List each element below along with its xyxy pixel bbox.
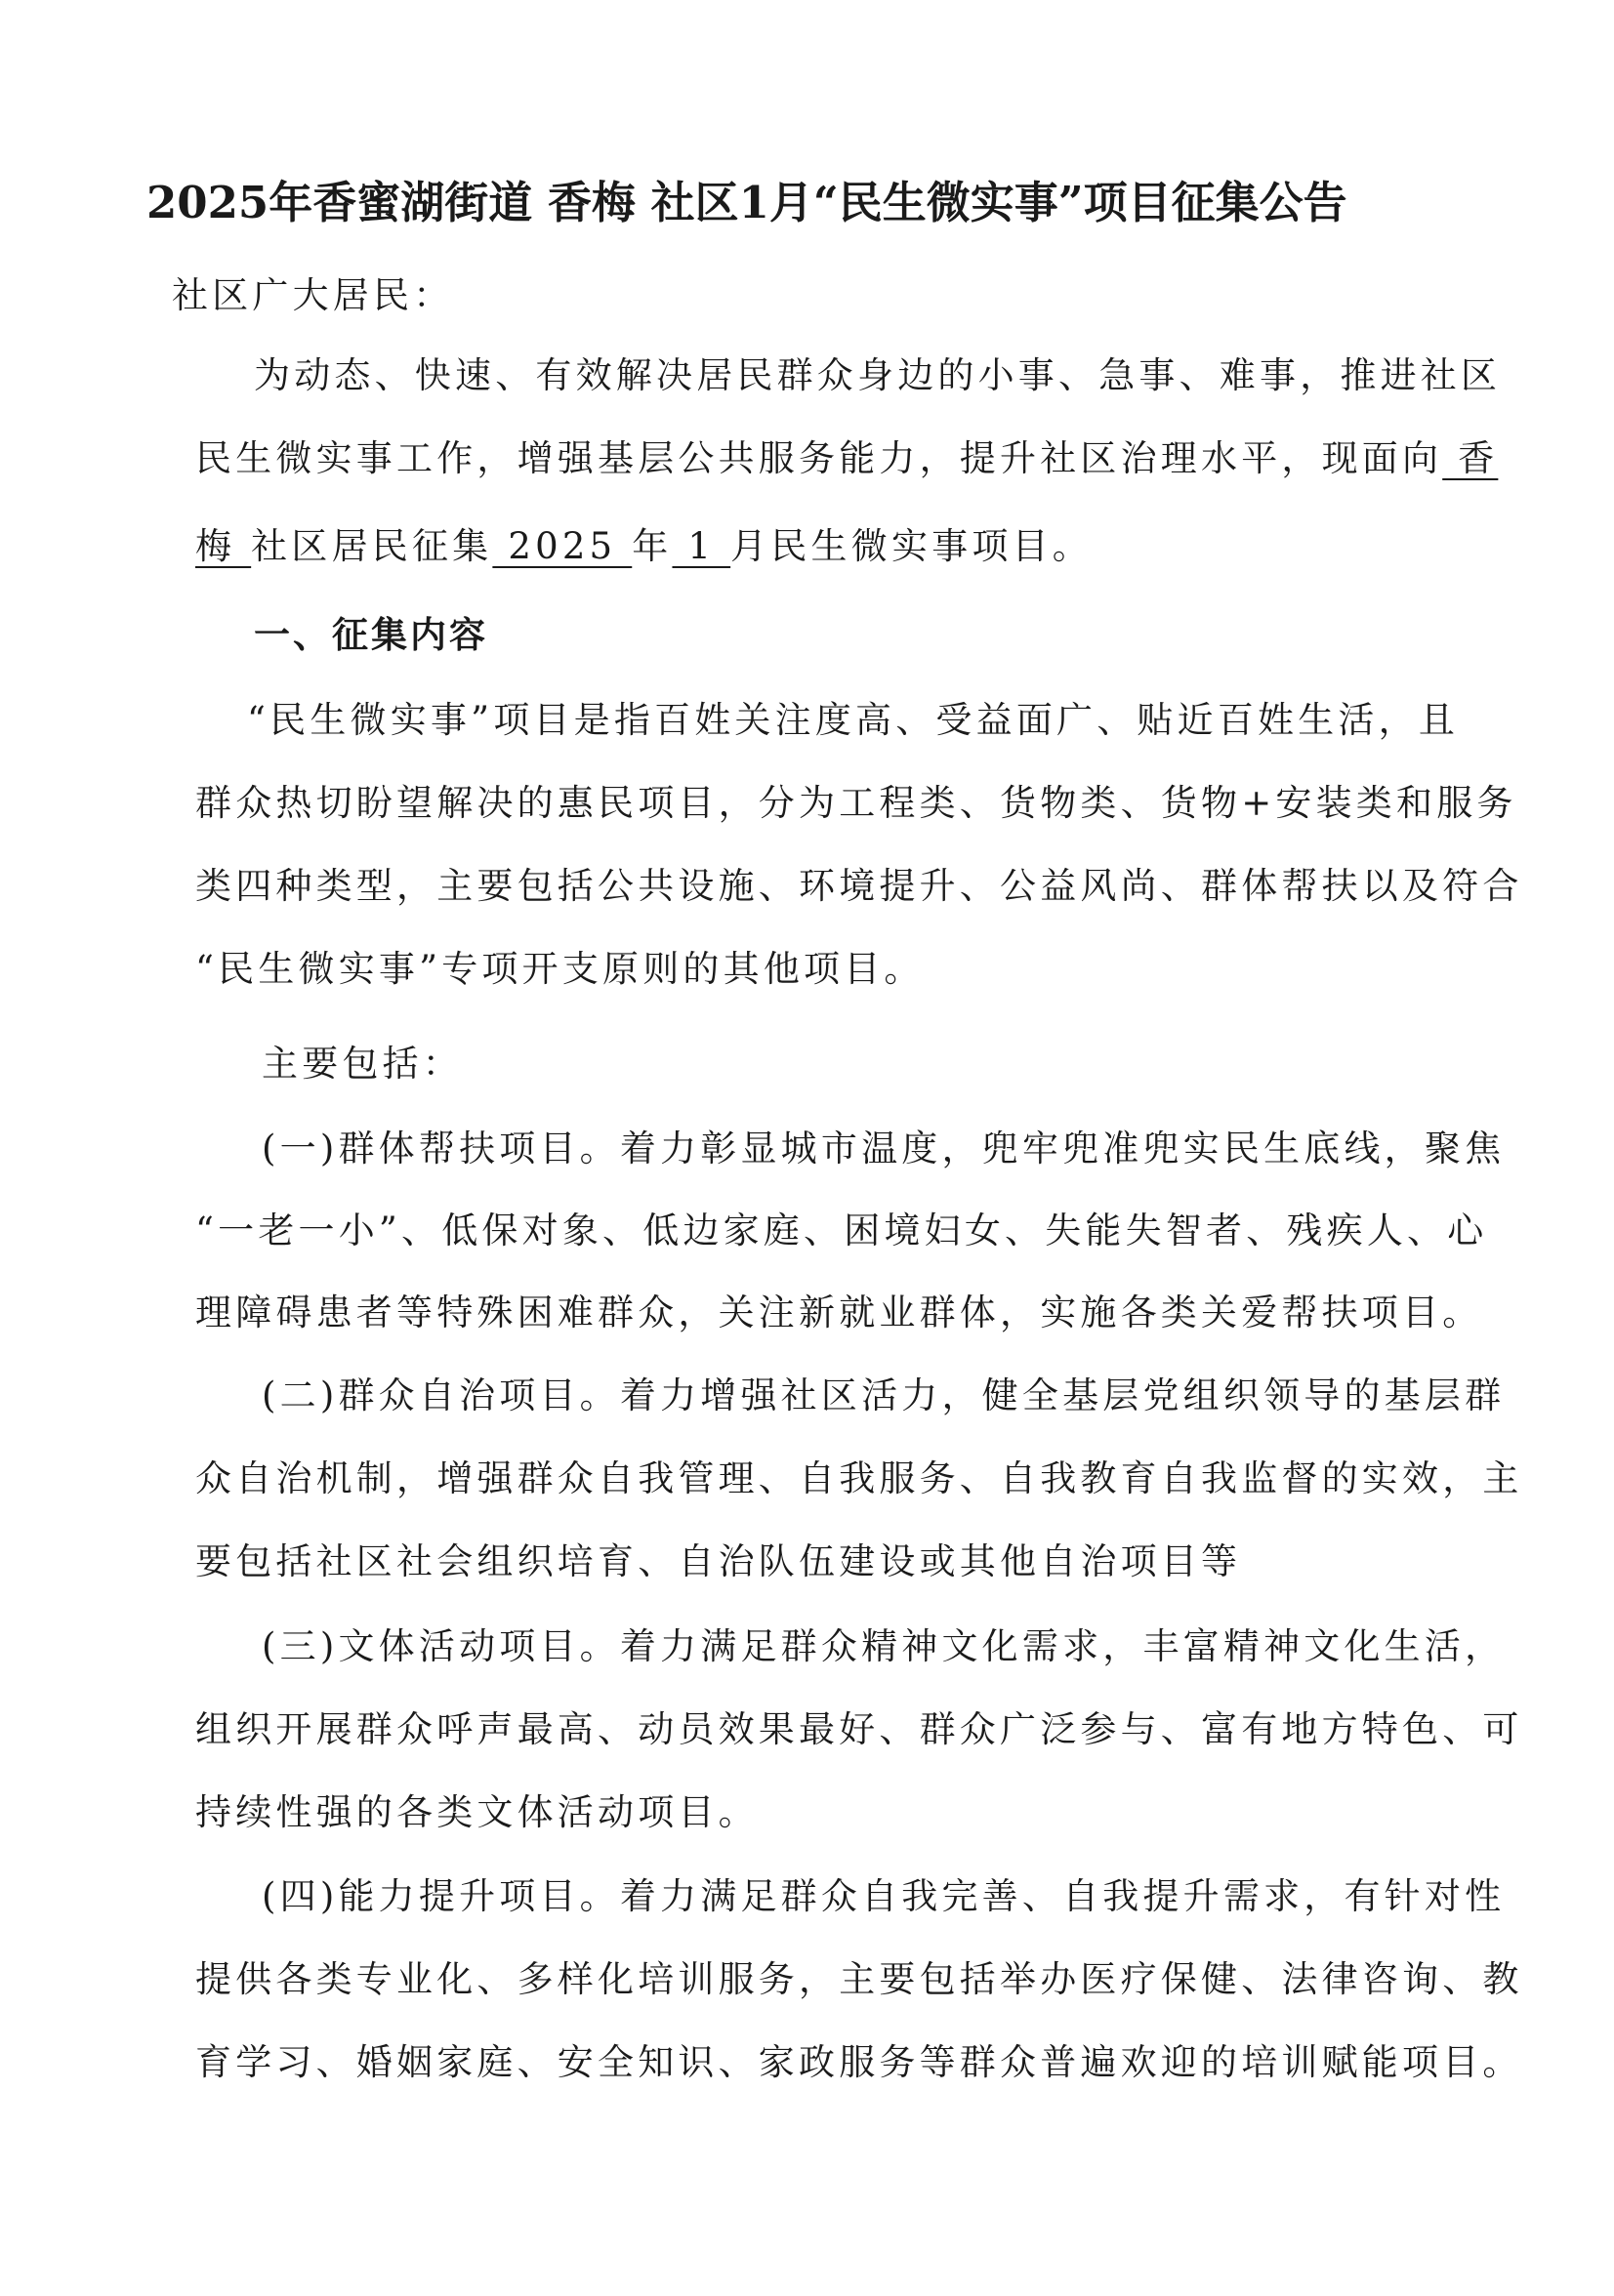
para1-line-1: “民生微实事”项目是指百姓关注度高、受益面广、贴近百姓生活，且 (247, 699, 1460, 741)
item2-line-1: (二)群众自治项目。着力增强社区活力，健全基层党组织领导的基层群 (262, 1374, 1506, 1416)
intro-line-2 (195, 434, 1498, 483)
intro-line-3 (195, 522, 1093, 571)
para1-line-2: 群众热切盼望解决的惠民项目，分为工程类、货物类、货物+安装类和服务 (195, 782, 1517, 824)
item3-line-1: (三)文体活动项目。着力满足群众精神文化需求，丰富精神文化生活， (262, 1625, 1506, 1667)
item1-line-2: “一老一小”、低保对象、低边家庭、困境妇女、失能失智者、残疾人、心 (195, 1210, 1488, 1251)
intro-line-3-text-c: 月民生微实事项目。 (730, 525, 1093, 567)
item1-line-1: (一)群体帮扶项目。着力彰显城市温度，兜牢兜准兜实民生底线，聚焦 (262, 1128, 1506, 1169)
year-value: 2025 (492, 525, 633, 567)
section-heading-collection-content: 一、征集内容 (254, 614, 488, 656)
community-name-part-2: 梅 (195, 525, 252, 567)
intro-line-3-text-a: 社区居民征集 (251, 525, 493, 567)
month-value: 1 (672, 525, 731, 567)
community-name-part-1: 香 (1442, 437, 1499, 479)
document-title: 2025年香蜜湖街道 香梅 社区1月“民生微实事”项目征集公告 (146, 177, 1347, 228)
para1-line-3: 类四种类型，主要包括公共设施、环境提升、公益风尚、群体帮扶以及符合 (195, 865, 1523, 907)
main-include-label: 主要包括： (262, 1043, 463, 1085)
item2-line-3: 要包括社区社会组织培育、自治队伍建设或其他自治项目等 (195, 1540, 1242, 1582)
intro-line-2-text: 民生微实事工作，增强基层公共服务能力，提升社区治理水平，现面向 (195, 437, 1443, 479)
item4-line-2: 提供各类专业化、多样化培训服务，主要包括举办医疗保健、法律咨询、教 (195, 1958, 1523, 2000)
item3-line-3: 持续性强的各类文体活动项目。 (195, 1791, 759, 1833)
item2-line-2: 众自治机制，增强群众自我管理、自我服务、自我教育自我监督的实效，主 (195, 1457, 1523, 1499)
item4-line-1: (四)能力提升项目。着力满足群众自我完善、自我提升需求，有针对性 (262, 1875, 1506, 1917)
item3-line-2: 组织开展群众呼声最高、动员效果最好、群众广泛参与、富有地方特色、可 (195, 1708, 1523, 1750)
intro-line-3-text-b: 年 (632, 525, 673, 567)
item4-line-3: 育学习、婚姻家庭、安全知识、家政服务等群众普遍欢迎的培训赋能项目。 (195, 2041, 1523, 2083)
item1-line-3: 理障碍患者等特殊困难群众，关注新就业群体，实施各类关爱帮扶项目。 (195, 1292, 1483, 1333)
intro-line-1: 为动态、快速、有效解决居民群众身边的小事、急事、难事，推进社区 (254, 354, 1502, 396)
para1-line-4: “民生微实事”专项开支原则的其他项目。 (195, 948, 925, 990)
salutation: 社区广大居民： (172, 274, 454, 316)
